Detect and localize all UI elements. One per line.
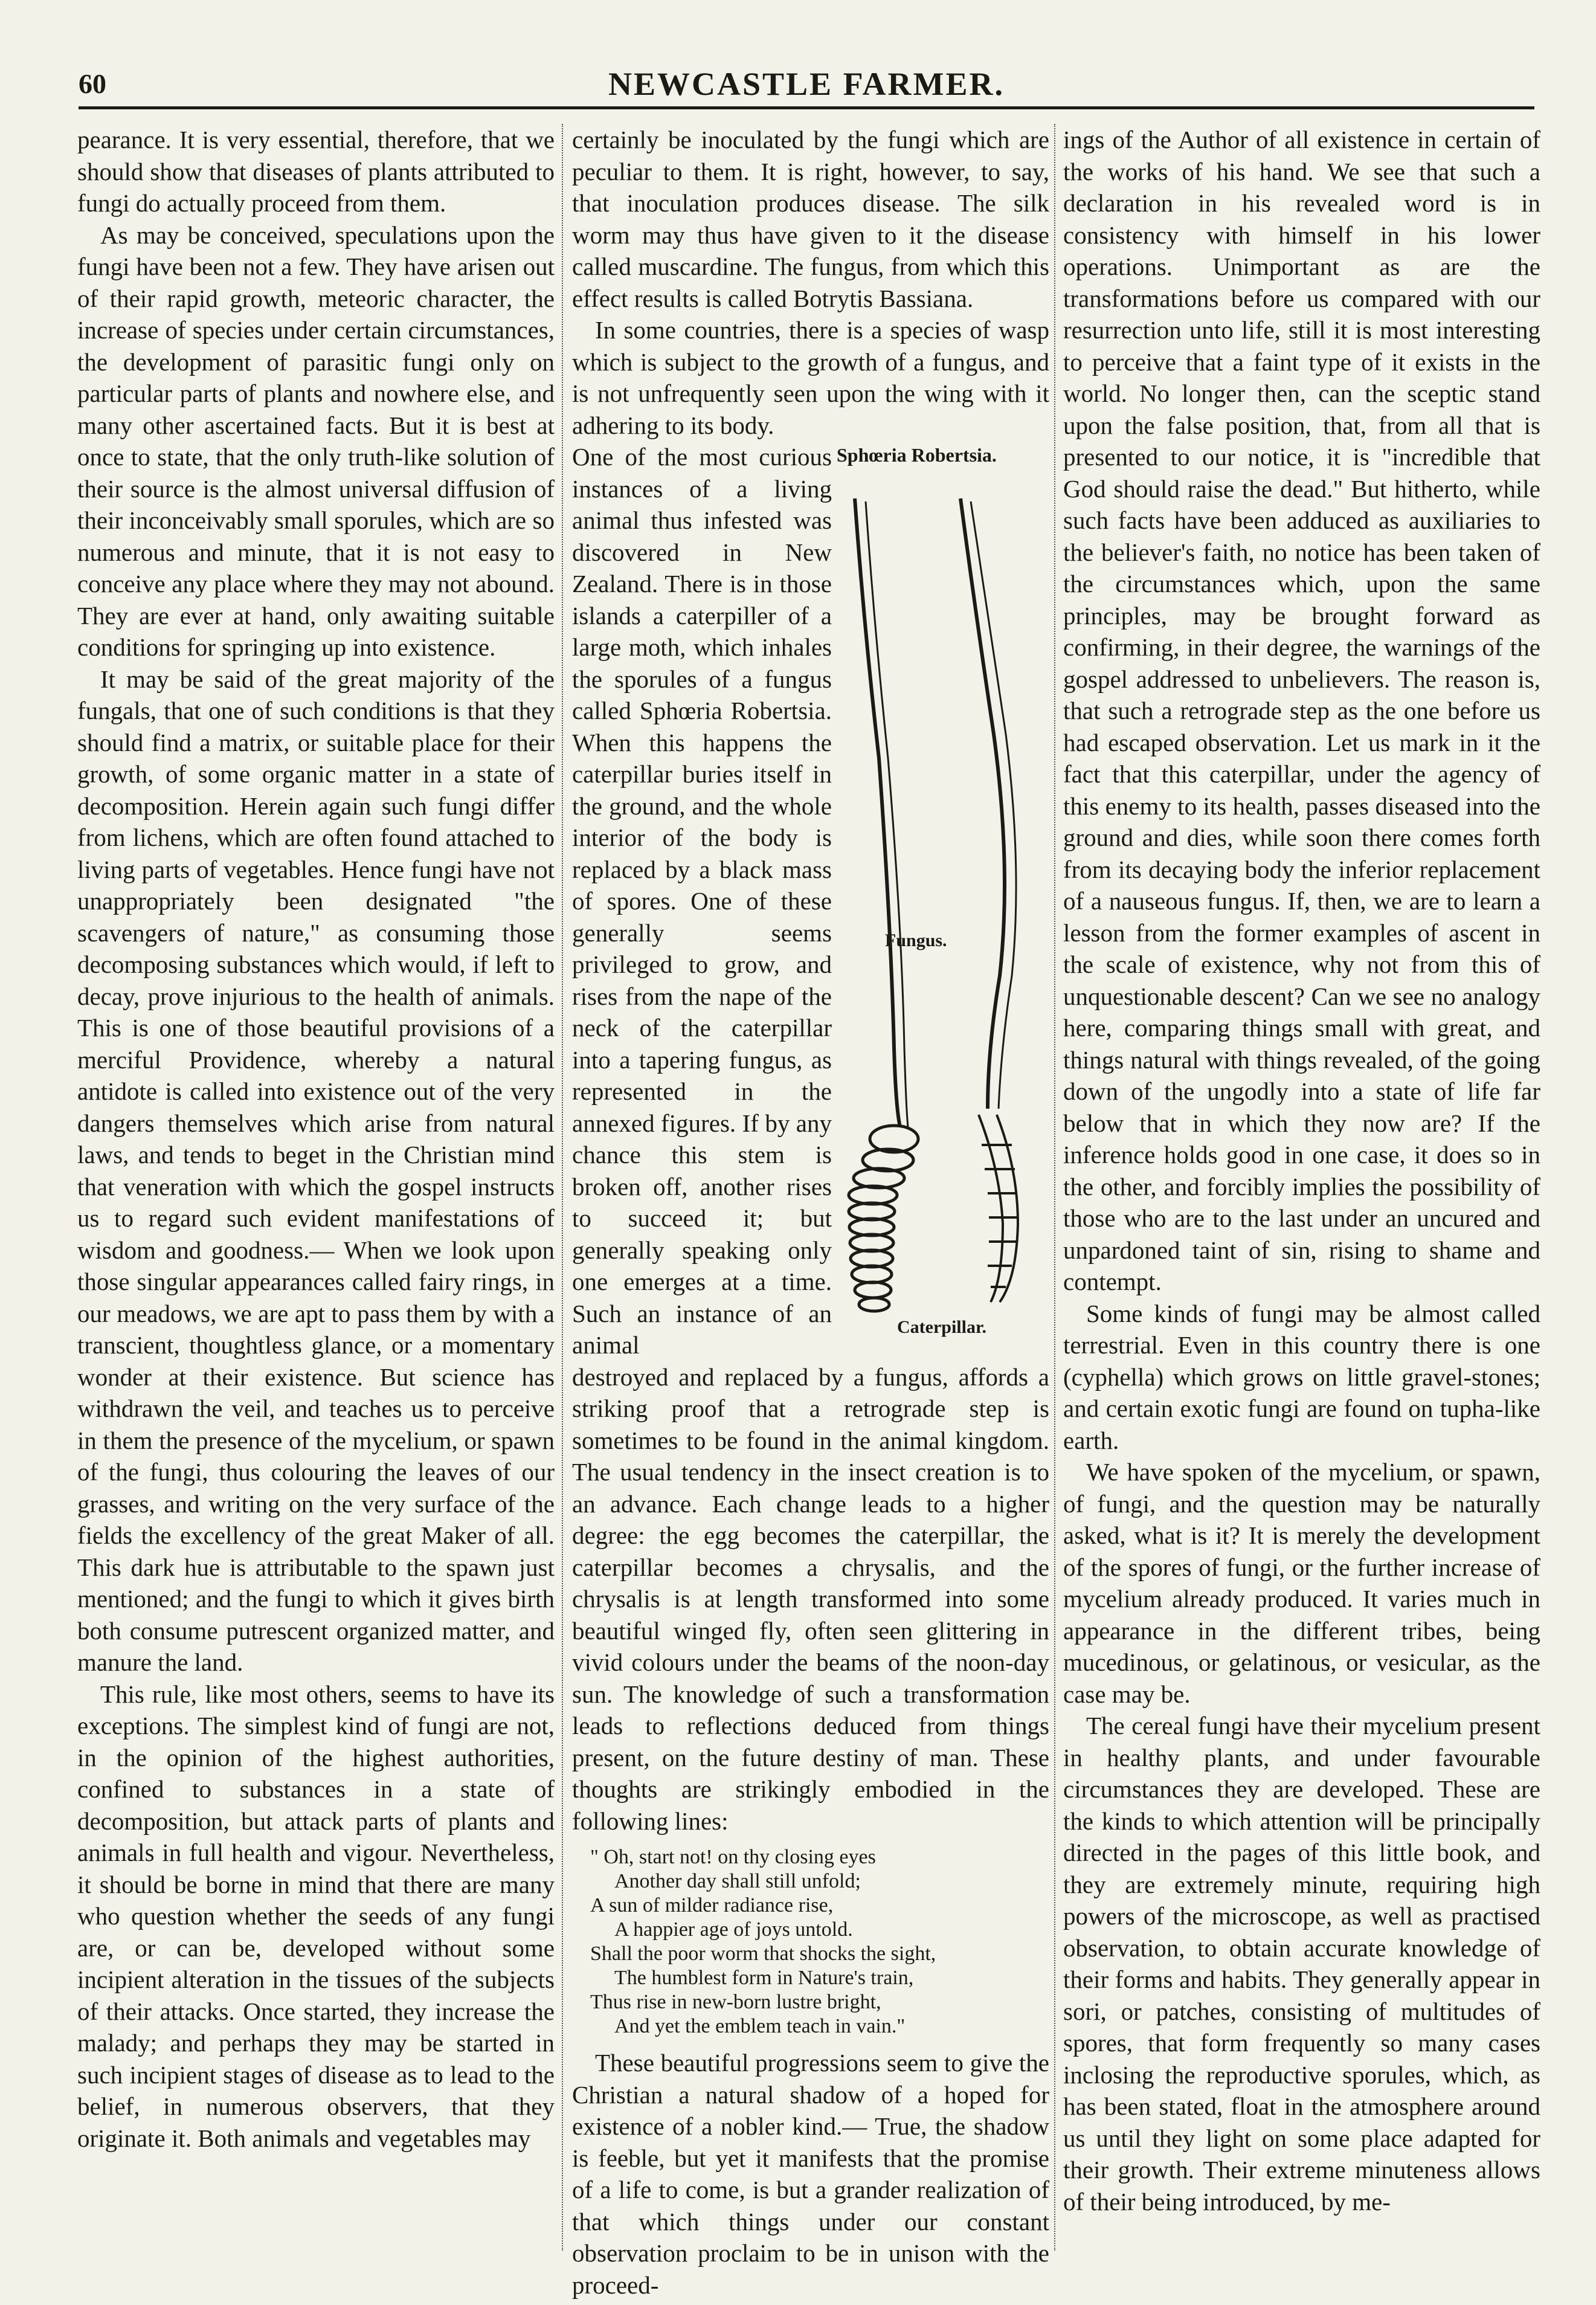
paragraph: destroyed and replaced by a fungus, affords a striking proof that a retrograde step is sometimes to be found in the animal kingdom. The usual tendency in the insect creation is to an advance. Each change leads to a higher degree: the egg becomes the caterpillar, the caterpillar becomes a chrysalis, and the chrysalis is at length transformed into some beautiful winged fly, often seen glittering in vivid colours under the beams of the noon-day sun. The knowledge of such a transformation leads to reflections deduced from things present, on the future destiny of man. These thoughts are strikingly embodied in the following lines: xyxy=(572,1362,1049,1835)
caterpillar-left xyxy=(849,1126,918,1311)
poem-line: A happier age of joys untold. xyxy=(614,1918,853,1941)
paragraph: pearance. It is very essential, therefore, that we should show that diseases of plants attributed to fungi do actually proceed from them. xyxy=(77,126,555,217)
poem-line: Another day shall still unfold; xyxy=(614,1870,861,1892)
paragraph: It may be said of the great majority of the fungals, that one of such conditions is that they should find a matrix, or suitable place for their growth, of some organic matter in a state of decomposition. Herein again such fungi differ from lichens, which are often found attached to living parts of vegetables. Hence fungi have not unappropriately been designated "the scavengers of nature," as consuming those decomposing substances which would, if left to decay, prove injurious to the health of animals. This is one of those beautiful provisions of a merciful Providence, whereby a natural antidote is called into existence out of the very dangers themselves which arise from natural laws, and tends to beget in the Christian mind that veneration with which the gospel instructs us to regard such evident manifestations of wisdom and goodness.— When we look upon those singular appearances called fairy rings, in our meadows, we are apt to pass them by with a transcient, thoughtless glance, or a momentary wonder at their existence. But science has withdrawn the veil, and teaches us to perceive in them the presence of the mycelium, or spawn of the fungi, thus colouring the leaves of our grasses, and writing on the very surface of the fields the excellency of the great Maker of all. This dark hue is attributable to the spawn just mentioned; and the fungi to which it gives birth both consume putrescent organized matter, and manure the land. xyxy=(77,665,555,1676)
paragraph: Some kinds of fungi may be almost called terrestrial. Even in this country there is one (cyphella) which grows on little gravel-stones; and certain exotic fungi are found on tupha-like earth. xyxy=(1063,1299,1540,1454)
paragraph: The cereal fungi have their mycelium present in healthy plants, and under favourable circumstances they are developed. These are the kinds to which attention will be principally directed in the pages of this little book, and they are extremely minute, requiring high powers of the microscope, as well as practised observation, to obtain accurate knowledge of their forms and habits. They generally appear in sori, or patches, consisting of multitudes of spores, that form frequently so many cases inclosing the reproductive sporules, which, as has been stated, float in the atmosphere around us until they light on some place adapted for their growth. Their extreme minuteness allows of their being introduced, by me- xyxy=(1063,1712,1540,2216)
caterpillar-right xyxy=(979,1115,1018,1302)
column-divider xyxy=(562,124,563,2251)
column-3 xyxy=(1063,124,1540,2251)
newspaper-title: NEWCASTLE FARMER. xyxy=(608,66,1005,102)
poem-line: The humblest form in Nature's train, xyxy=(614,1967,914,1989)
column-divider xyxy=(1054,124,1055,2251)
paragraph: These beautiful progressions seem to give the Christian a natural shadow of a hoped for existence of a nobler kind.— True, the shadow is feeble, but yet it manifests that the promise of a life to come, is but a grander realization of that which things under our constant observation proclaim to be in unison with the proceed- xyxy=(572,2049,1049,2299)
paragraph: In some countries, there is a species of wasp which is subject to the growth of a fungus, and is not unfrequently seen upon the wing with it adhering to its body. xyxy=(572,316,1049,439)
paragraph: This rule, like most others, seems to have its exceptions. The simplest kind of fungi are not, in the opinion of the highest authorities, confined to substances in a state of decomposition, but attack parts of plants and animals in full health and vigour. Nevertheless, it should be borne in mind that there are many who question whether the seeds of any fungi are, or can be, developed without some incipient alteration in the tissues of the subjects of their attacks. Once started, they increase the malady; and perhaps they may be started in such incipient stages of disease as to lead to the belief, in numerous observers, that they originate it. Both animals and vegetables may xyxy=(77,1680,555,2152)
page-header xyxy=(79,60,1534,109)
header-rule xyxy=(79,106,1534,109)
paragraph: certainly be inoculated by the fungi which are peculiar to them. It is right, however, to say, that inoculation produces disease. The silk worm may thus have given to it the disease called muscardine. The fungus, from which this effect results is called Botrytis Bassiana. xyxy=(572,126,1049,312)
figure-label-fungus: Fungus. xyxy=(885,930,947,950)
paragraph: As may be conceived, speculations upon the fungi have been not a few. They have arisen out of their rapid growth, meteoric character, the increase of species under certain circumstances, the development of parasitic fungi only on particular parts of plants and nowhere else, and many other ascertained facts. But it is best at once to state, that the only truth-like solution of their source is the almost universal diffusion of their inconceivably small sporules, which are so numerous and minute, that it is not easy to conceive any place where they may not abound. They are ever at hand, only awaiting suitable conditions for springing up into existence. xyxy=(77,221,555,661)
page-number: 60 xyxy=(79,68,106,99)
poem-line: Shall the poor worm that shocks the sight, xyxy=(590,1942,936,1965)
poem-line: Thus rise in new-born lustre bright, xyxy=(590,1991,881,2013)
poem-line: A sun of milder radiance rise, xyxy=(590,1894,834,1917)
poem xyxy=(590,1845,1049,2039)
fungus-stalk-left xyxy=(855,498,900,1127)
caterpillar-fungus-figure xyxy=(837,444,1051,1344)
figure-label-caterpillar: Caterpillar. xyxy=(897,1317,987,1337)
paragraph: ings of the Author of all existence in certain of the works of his hand. We see that such a declaration in his revealed word is in consistency with himself in his lower operations. Unimportant as are the transformations before us compared with our resurrection unto life, still it is most interesting to perceive that a faint type of it exists in the world. No longer then, can the sceptic stand upon the false position, that, from all that is presented to our notice, it is "incredible that God should raise the dead." But hitherto, while such facts have been adduced as auxiliaries to the believer's faith, no notice has been taken of the circumstances which, upon the same principles, may be brought forward as confirming, in their degree, the warnings of the gospel addressed to unbelievers. The reason is, that such a retrograde step as the one before us had escaped observation. Let us mark in it the fact that this caterpillar, under the agency of this enemy to its health, passes diseased into the ground and dies, while soon there comes forth from its decaying body the inferior replacement of a nauseous fungus. If, then, we are to learn a lesson from the former examples of ascent in the scale of existence, why not from this of unquestionable descent? Can we see no analogy here, comparing things small with great, and things natural with things revealed, of the going down of the ungodly into a state of life far below that in which they now are? If the inference holds good in one case, it does so in the other, and forcibly implies the possibility of those who are to the last under an uncured and unpardoned taint of sin, rising to shame and contempt. xyxy=(1063,126,1540,1295)
poem-line: And yet the emblem teach in vain." xyxy=(614,2015,906,2037)
paragraph: We have spoken of the mycelium, or spawn, of fungi, and the question may be naturally asked, what is it? It is merely the development of the spores of fungi, or the further increase of mycelium already produced. It varies much in appearance in the different tribes, being mucedinous, or gelatinous, or vesicular, as the case may be. xyxy=(1063,1458,1540,1708)
paragraph-wrapped-beside-figure: One of the most curious instances of a living animal thus infested was discovered in New Zealand. There is in those islands a caterpiller of a large moth, which inhales the sporules of a fungus called Sphœria Robertsia. When this happens the caterpillar buries itself in the ground, and the whole interior of the body is replaced by a black mass of spores. One of these generally seems privileged to grow, and rises from the nape of the neck of the caterpillar into a tapering fungus, as represented in the annexed figures. If by any chance this stem is broken off, another rises to succeed it; but generally speaking only one emerges at a time. Such an instance of an animal xyxy=(572,443,832,1359)
caterpillar-fungus-illustration xyxy=(837,444,1051,1344)
figure-title: Sphœria Robertsia. xyxy=(837,444,997,466)
poem-line: " Oh, start not! on thy closing eyes xyxy=(590,1846,876,1868)
column-1 xyxy=(77,124,555,2251)
fungus-stalk-right xyxy=(960,498,1005,1109)
